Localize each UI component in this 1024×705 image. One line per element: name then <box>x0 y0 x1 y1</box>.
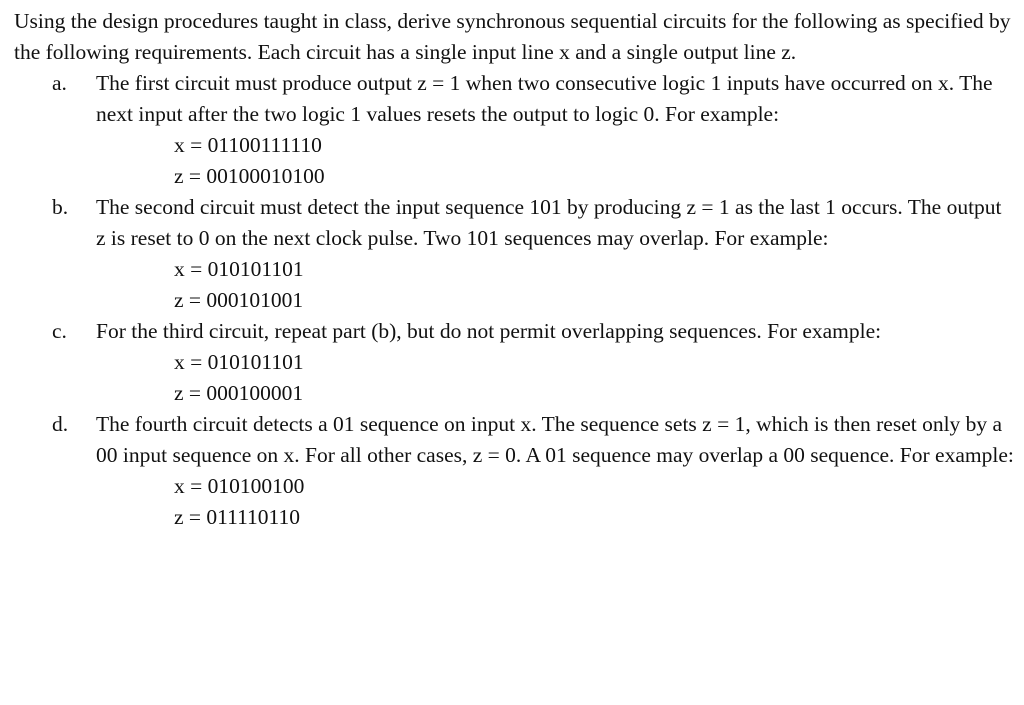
part-a-marker: a. <box>52 71 67 95</box>
part-d-z-sequence: z = 011110110 <box>174 505 300 529</box>
part-c-x-sequence: x = 010101101 <box>174 350 304 374</box>
part-b-example <box>96 254 1014 316</box>
problem-intro: Using the design procedures taught in class, derive synchronous sequential circuits for the following as specified by the following requirements. Each circuit has a single input line x and a single output line z. <box>14 9 1011 64</box>
part-a-text: The first circuit must produce output z = 1 when two consecutive logic 1 inputs have occurred on x. The next input after the two logic 1 values resets the output to logic 0. For example: <box>96 71 993 126</box>
part-d-x-sequence: x = 010100100 <box>174 474 305 498</box>
part-b-text: The second circuit must detect the input sequence 101 by producing z = 1 as the last 1 occurs. The output z is reset to 0 on the next clock pulse. Two 101 sequences may overlap. For example: <box>96 195 1002 250</box>
part-a-example <box>96 130 1014 192</box>
part-a-z-sequence: z = 00100010100 <box>174 164 325 188</box>
part-c-text: For the third circuit, repeat part (b), but do not permit overlapping sequences. For example: <box>96 319 882 343</box>
part-b-x-sequence: x = 010101101 <box>174 257 304 281</box>
part-c <box>14 316 1014 409</box>
part-b <box>14 192 1014 316</box>
part-d-text: The fourth circuit detects a 01 sequence on input x. The sequence sets z = 1, which is then reset only by a 00 input sequence on x. For all other cases, z = 0. A 01 sequence may overlap a 00 sequence. For example: <box>96 412 1014 467</box>
part-b-marker: b. <box>52 195 69 219</box>
problem-document <box>14 6 1014 533</box>
part-c-z-sequence: z = 000100001 <box>174 381 304 405</box>
part-a <box>14 68 1014 192</box>
part-b-z-sequence: z = 000101001 <box>174 288 304 312</box>
part-d <box>14 409 1014 533</box>
part-d-marker: d. <box>52 412 69 436</box>
part-c-example <box>96 347 1014 409</box>
part-c-marker: c. <box>52 319 67 343</box>
part-d-example <box>96 471 1014 533</box>
part-a-x-sequence: x = 01100111110 <box>174 133 322 157</box>
